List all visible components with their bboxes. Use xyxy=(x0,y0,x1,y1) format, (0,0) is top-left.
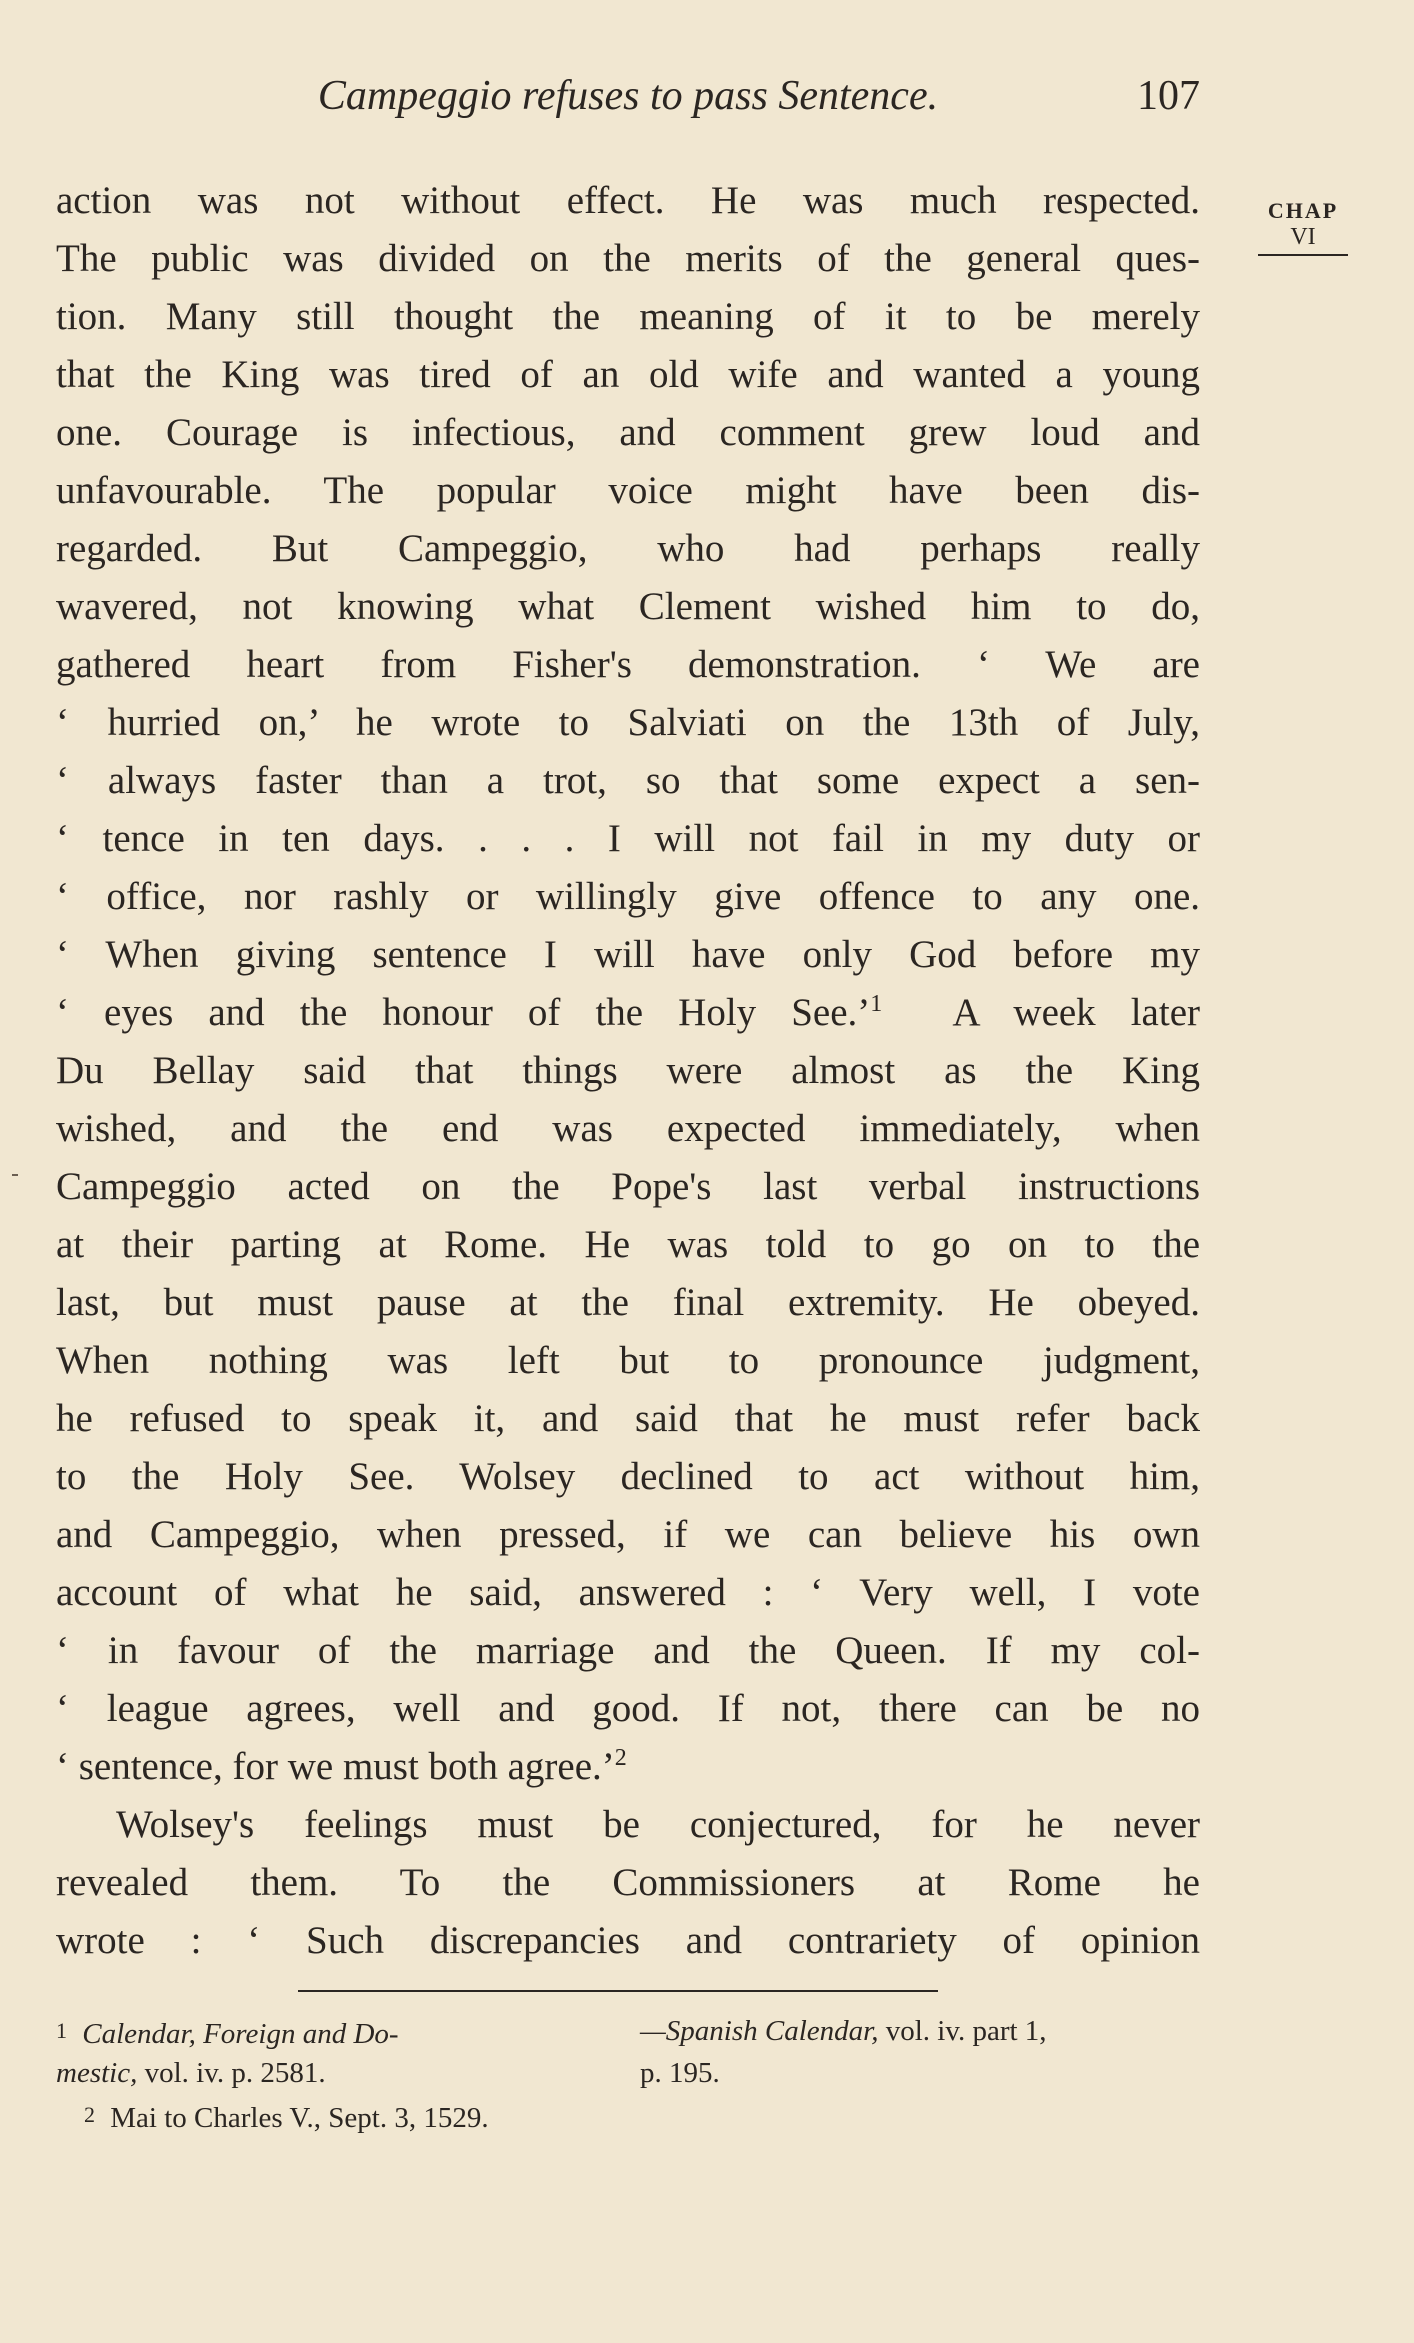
text-line: tion. Many still thought the meaning of it to be merely xyxy=(56,295,1200,338)
chapter-margin-note xyxy=(1258,198,1348,256)
text-line: Campeggio acted on the Pope's last verbal instructions xyxy=(56,1165,1200,1208)
text-line: gathered heart from Fisher's demonstration. ‘ We are xyxy=(56,643,1200,686)
text-line: at their parting at Rome. He was told to go on to the xyxy=(56,1223,1200,1266)
text-line: ‘ always faster than a trot, so that some expect a sen- xyxy=(56,759,1200,802)
footnote-title: Calendar, Foreign and Do- xyxy=(82,2018,399,2050)
text-line: revealed them. To the Commissioners at Rome he xyxy=(56,1861,1200,1904)
text-line: wrote : ‘ Such discrepancies and contrariety of opinion xyxy=(56,1919,1200,1962)
footnote-number: 2 xyxy=(84,2102,95,2127)
footnote-1-right-cont: p. 195. xyxy=(640,2057,720,2089)
chapter-label: CHAP xyxy=(1267,198,1339,223)
footnote-reference: vol. iv. part 1, xyxy=(885,2015,1047,2047)
text-line: ‘ tence in ten days. . . . I will not fail in my duty or xyxy=(56,817,1200,860)
text-line: action was not without effect. He was much respected. xyxy=(56,179,1200,222)
running-header xyxy=(56,72,1200,132)
footnote-number: 1 xyxy=(56,2018,67,2043)
text-line: The public was divided on the merits of the general ques- xyxy=(56,237,1200,280)
text-line: wished, and the end was expected immediately, when xyxy=(56,1107,1200,1150)
text-line: ‘ hurried on,’ he wrote to Salviati on the 13th of July, xyxy=(56,701,1200,744)
text-line: Du Bellay said that things were almost as the King xyxy=(56,1049,1200,1092)
footnote-1-cont xyxy=(56,2052,576,2094)
text-line-with-note xyxy=(56,984,1200,1042)
text-line: account of what he said, answered : ‘ Very well, I vote xyxy=(56,1571,1200,1614)
text-continuation: A week later xyxy=(952,991,1200,1034)
text-line: ‘ league agrees, well and good. If not, there can be no xyxy=(56,1687,1200,1730)
text-line: he refused to speak it, and said that he must refer back xyxy=(56,1397,1200,1440)
quoted-text: ‘ eyes and the honour of the Holy See.’ xyxy=(56,991,871,1034)
paragraph-start: Wolsey's feelings must be conjectured, for he never xyxy=(116,1803,1200,1846)
text-line: ‘ office, nor rashly or willingly give offence to any one. xyxy=(56,875,1200,918)
text-line: one. Courage is infectious, and comment grew loud and xyxy=(56,411,1200,454)
footnotes-left-column xyxy=(56,2010,576,2136)
footnote-1-right xyxy=(640,2010,1200,2052)
footnote-text: Mai to Charles V., Sept. 3, 1529. xyxy=(110,2102,489,2134)
footnotes-right-column xyxy=(640,2010,1200,2094)
body-text xyxy=(56,172,1200,1970)
text-line: regarded. But Campeggio, who had perhaps really xyxy=(56,527,1200,570)
footnote-title: —Spanish Calendar, xyxy=(640,2015,879,2047)
text-line: last, but must pause at the final extremity. He obeyed. xyxy=(56,1281,1200,1324)
text-line: and Campeggio, when pressed, if we can believe his own xyxy=(56,1513,1200,1556)
text-line: that the King was tired of an old wife and wanted a young xyxy=(56,353,1200,396)
footnote-2 xyxy=(56,2094,576,2136)
text-line: When nothing was left but to pronounce judgment, xyxy=(56,1339,1200,1382)
footnote-divider xyxy=(298,1990,938,1992)
footnote-1 xyxy=(56,2010,576,2052)
text-line: wavered, not knowing what Clement wished him to do, xyxy=(56,585,1200,628)
text-line: to the Holy See. Wolsey declined to act without him, xyxy=(56,1455,1200,1498)
quoted-text: ‘ sentence, for we must both agree.’ xyxy=(56,1745,615,1788)
page-number: 107 xyxy=(1137,73,1200,119)
footnote-ref-2: 2 xyxy=(614,1745,627,1771)
footnote-ref-1: 1 xyxy=(870,991,883,1017)
margin-mark xyxy=(12,1174,18,1176)
text-line: ‘ When giving sentence I will have only God before my xyxy=(56,933,1200,976)
footnote-reference: vol. iv. p. 2581. xyxy=(144,2057,326,2089)
text-line: unfavourable. The popular voice might have been dis- xyxy=(56,469,1200,512)
chapter-number: VI xyxy=(1258,224,1348,256)
footnote-title: mestic, xyxy=(56,2057,138,2089)
running-title: Campeggio refuses to pass Sentence. xyxy=(317,73,939,119)
text-line: ‘ in favour of the marriage and the Queen. If my col- xyxy=(56,1629,1200,1672)
text-line-with-note xyxy=(56,1738,1200,1796)
